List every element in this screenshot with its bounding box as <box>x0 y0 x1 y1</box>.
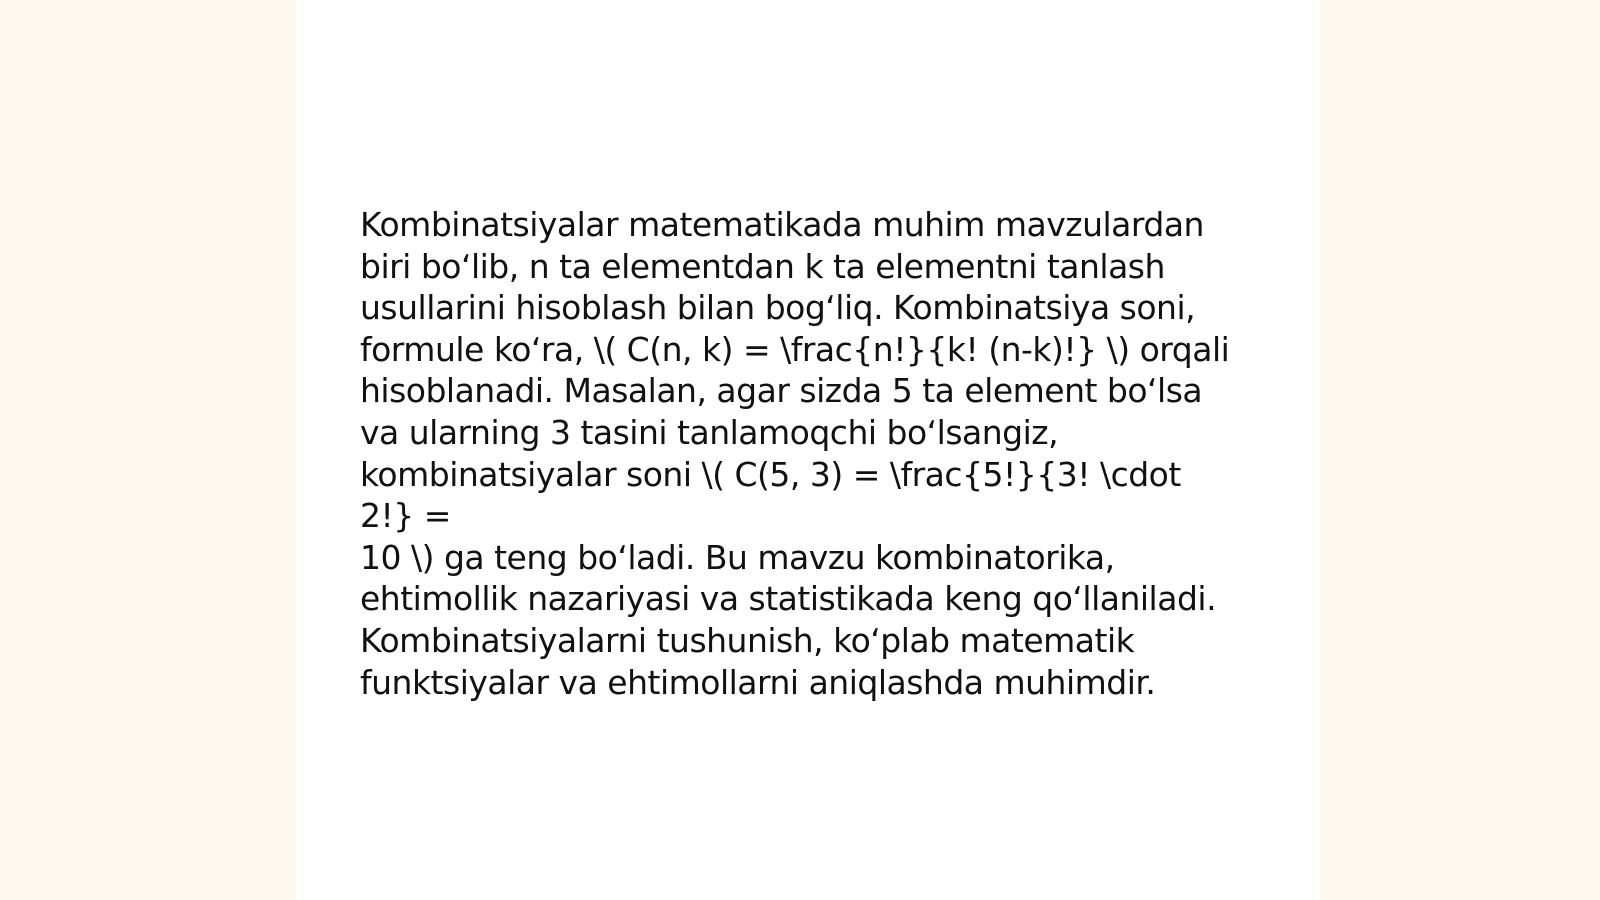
document-page <box>296 0 1320 900</box>
body-paragraph: Kombinatsiyalar matematikada muhim mavzulardan biri bo‘lib, n ta elementdan k ta elementni tanlash usullarini hisoblash bilan bog‘liq. Kombinatsiya soni, formule ko‘ra, \( C(n, k) = \frac{n!}{k! (n-k)!} \) orqali hisoblanadi. Masalan, agar sizda 5 ta element bo‘lsa va ularning 3 tasini tanlamoqchi bo‘lsangiz, kombinatsiyalar soni \( C(5, 3) = \frac{5!}{3! \cdot 2!} = 10 \) ga teng bo‘ladi. Bu mavzu kombinatorika, ehtimollik nazariyasi va statistikada keng qo‘llaniladi. Kombinatsiyalarni tushunish, ko‘plab matematik funktsiyalar va ehtimollarni aniqlashda muhimdir. <box>360 205 1230 702</box>
